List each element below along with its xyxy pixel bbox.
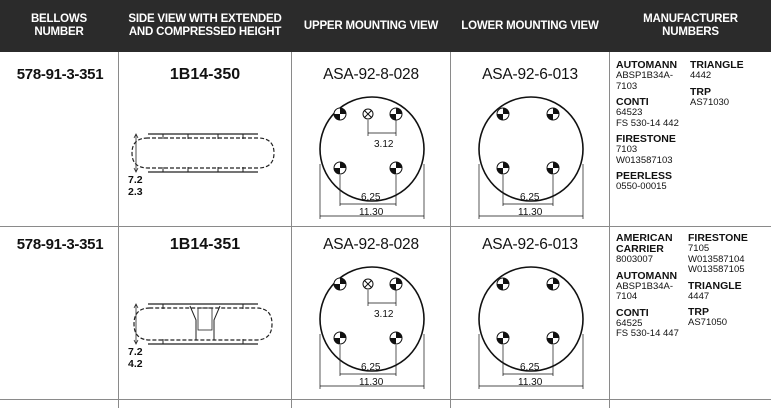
dim-inner-label: 6.25 [361,362,381,373]
dim-inner-label: 6.25 [520,362,540,373]
manufacturer-entry: TRP AS71030 [690,85,730,108]
stud-icon [497,278,559,344]
row-divider [0,226,771,227]
dim-top-label: 3.12 [374,139,394,150]
stud-icon [497,108,559,174]
manufacturer-entry: FIRESTONE 7103 W013587103 [616,133,676,166]
model-number: 1B14-350 [169,66,241,83]
manufacturer-entry: TRIANGLE 4447 [688,279,742,302]
height-compressed: 4.2 [128,358,143,370]
dim-outer-label: 11.30 [359,377,384,388]
upper-mounting-diagram [310,84,440,226]
manufacturer-list-right [690,60,768,108]
dim-inner-label: 6.25 [361,192,381,203]
bellows-side-view [128,128,288,188]
manufacturer-entry: TRIANGLE 4442 [690,59,744,81]
dim-top-label: 3.12 [374,309,394,320]
manufacturer-entry: CONTI 64525 FS 530-14 447 [616,306,679,339]
column-divider [609,52,610,408]
bellows-number: 578-91-3-351 [16,66,104,83]
manufacturer-list-left [616,60,688,193]
column-divider [450,52,451,408]
manufacturer-entry: PEERLESS 0550-00015 [616,170,673,192]
dim-outer-label: 11.30 [518,377,543,388]
lower-mounting-diagram [469,84,599,226]
air-fitting-icon [363,109,373,119]
dim-outer-label: 11.30 [359,207,384,218]
dim-outer-label: 11.30 [518,207,543,218]
manufacturer-entry: FIRESTONE 7105 W013587104 W013587105 [688,232,748,275]
height-compressed: 2.3 [128,186,143,198]
dim-inner-label: 6.25 [520,192,540,203]
lower-mounting-diagram [469,254,599,396]
manufacturer-entry: TRP AS71050 [688,306,728,328]
manufacturer-entry: CONTI 64523 FS 530-14 442 [616,96,679,129]
header-bellows-number: BELLOWS NUMBER [30,13,88,38]
manufacturer-entry: AMERICAN CARRIER 8003007 [616,232,673,265]
upper-mount-label: ASA-92-8-028 [323,236,419,253]
column-divider [291,52,292,408]
manufacturer-list-left [616,233,688,340]
lower-mount-label: ASA-92-6-013 [482,236,578,253]
air-fitting-icon [363,279,373,289]
manufacturer-entry: AUTOMANN ABSP1B34A-7104 [616,269,678,302]
manufacturer-list-right [688,233,768,329]
header-manufacturer: MANUFACTURER NUMBERS [643,13,738,38]
bellows-number: 578-91-3-351 [16,236,104,253]
manufacturer-entry: AUTOMANN ABSP1B34A-7103 [616,59,678,92]
model-number: 1B14-351 [169,236,241,253]
column-divider [118,52,119,408]
upper-mounting-diagram [310,254,440,396]
header-upper-mounting: UPPER MOUNTING VIEW [303,19,439,32]
height-extended: 7.2 [128,174,143,186]
header-lower-mounting: LOWER MOUNTING VIEW [461,19,599,32]
lower-mount-label: ASA-92-6-013 [482,66,578,83]
row-divider [0,399,771,400]
height-extended: 7.2 [128,346,143,358]
header-side-view: SIDE VIEW WITH EXTENDED AND COMPRESSED HEIGHT [128,13,282,38]
bellows-side-view [128,298,288,354]
upper-mount-label: ASA-92-8-028 [323,66,419,83]
table-header [0,0,771,52]
